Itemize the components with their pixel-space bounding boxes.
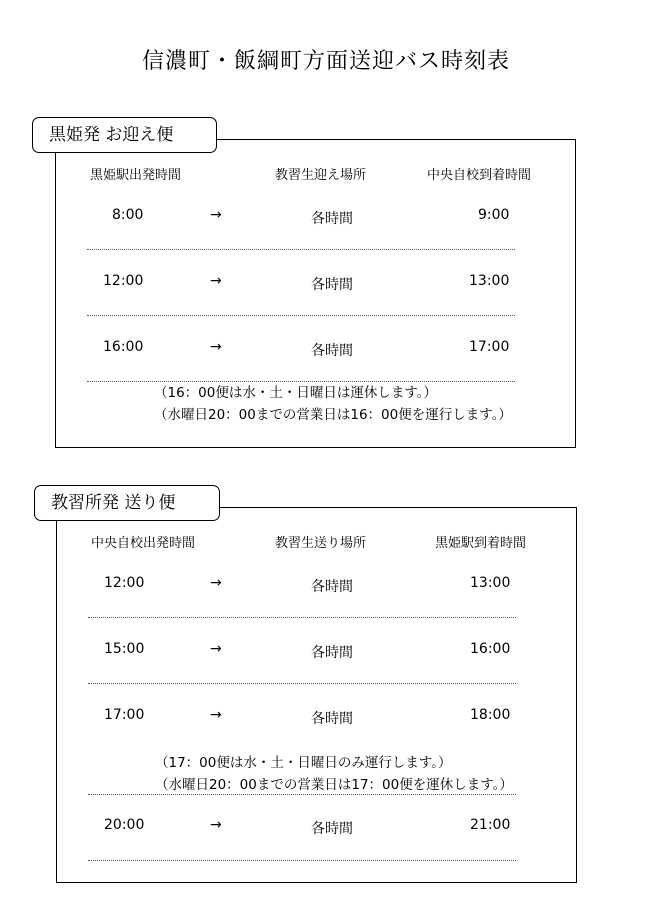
pickup-row-2-divider xyxy=(87,315,515,316)
pickup-row-1-arrow: → xyxy=(210,207,222,223)
pickup-row-1-divider xyxy=(87,249,515,250)
dropoff-row-1-arrow: → xyxy=(210,575,222,591)
pickup-row-1-depart: 8:00 xyxy=(112,207,144,223)
pickup-row-2-arrow: → xyxy=(210,273,222,289)
dropoff-row-4-arrive: 21:00 xyxy=(470,817,511,833)
dropoff-row-2-arrive: 16:00 xyxy=(470,641,511,657)
pickup-row-3-depart: 16:00 xyxy=(103,339,144,355)
pickup-header-arrive: 中央自校到着時間 xyxy=(427,168,532,183)
pickup-header-depart: 黒姫駅出発時間 xyxy=(90,168,182,183)
pickup-row-1-arrive: 9:00 xyxy=(478,207,510,223)
pickup-note-2: （水曜日20：00までの営業日は16：00便を運行します。） xyxy=(154,407,512,423)
dropoff-row-2-depart: 15:00 xyxy=(104,641,145,657)
dropoff-row-1-arrive: 13:00 xyxy=(470,575,511,591)
dropoff-row-4-arrow: → xyxy=(210,817,222,833)
dropoff-row-3-arrive: 18:00 xyxy=(470,707,511,723)
dropoff-section-label: 教習所発 送り便 xyxy=(34,485,220,521)
pickup-row-3-arrow: → xyxy=(210,339,222,355)
dropoff-row-2-divider xyxy=(88,683,516,684)
dropoff-row-2-place: 各時間 xyxy=(311,645,353,661)
dropoff-header-place: 教習生送り場所 xyxy=(275,536,367,551)
pickup-row-2-arrive: 13:00 xyxy=(469,273,510,289)
dropoff-row-3-arrow: → xyxy=(210,707,222,723)
dropoff-note-2: （水曜日20：00までの営業日は17：00便を運休します。） xyxy=(155,777,513,793)
dropoff-row-1-place: 各時間 xyxy=(311,579,353,595)
dropoff-header-arrive: 黒姫駅到着時間 xyxy=(435,536,527,551)
dropoff-row-3-place: 各時間 xyxy=(311,711,353,727)
dropoff-row-4-place: 各時間 xyxy=(311,821,353,837)
pickup-timetable-box xyxy=(55,139,576,448)
pickup-header-place: 教習生迎え場所 xyxy=(275,168,367,183)
dropoff-row-2-arrow: → xyxy=(210,641,222,657)
dropoff-row-1-depart: 12:00 xyxy=(104,575,145,591)
pickup-row-2-depart: 12:00 xyxy=(103,273,144,289)
pickup-section-label: 黒姫発 お迎え便 xyxy=(32,117,217,153)
pickup-row-3-arrive: 17:00 xyxy=(469,339,510,355)
dropoff-header-depart: 中央自校出発時間 xyxy=(91,536,196,551)
pickup-row-1-place: 各時間 xyxy=(311,211,353,227)
dropoff-row-3-divider xyxy=(88,794,516,795)
dropoff-row-4-depart: 20:00 xyxy=(104,817,145,833)
dropoff-note-1: （17：00便は水・土・日曜日のみ運行します。） xyxy=(155,755,452,771)
pickup-row-2-place: 各時間 xyxy=(311,277,353,293)
pickup-row-3-place: 各時間 xyxy=(311,343,353,359)
page-title: 信濃町・飯綱町方面送迎バス時刻表 xyxy=(141,49,510,74)
dropoff-row-1-divider xyxy=(88,617,516,618)
dropoff-row-4-divider xyxy=(88,860,516,861)
dropoff-row-3-depart: 17:00 xyxy=(104,707,145,723)
pickup-note-1: （16：00便は水・土・日曜日は運休します。） xyxy=(154,385,438,401)
dropoff-timetable-box xyxy=(56,507,577,883)
